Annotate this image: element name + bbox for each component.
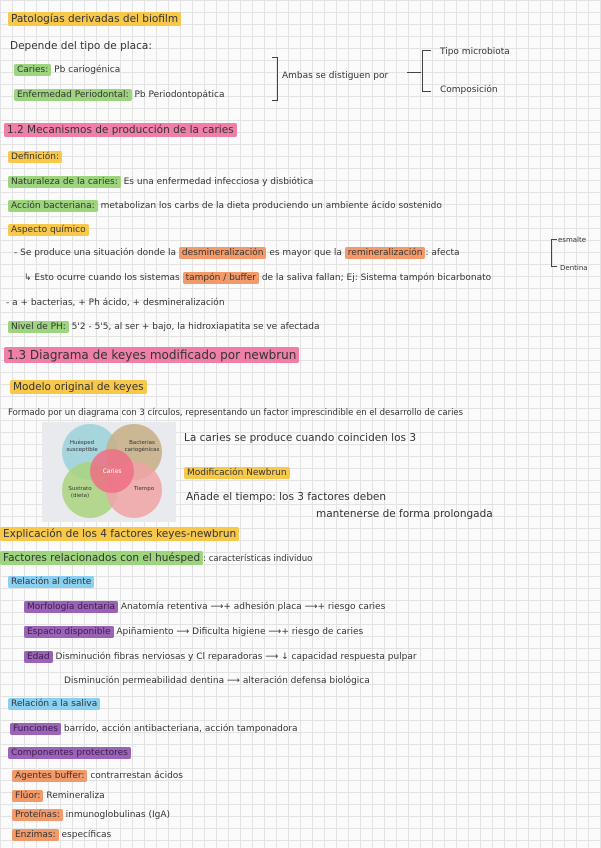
explicacion-heading: Explicación de los 4 factores keyes-newbrun: [0, 527, 239, 541]
definicion-heading: Definición:: [8, 150, 62, 164]
tipo-text: Tipo microbiota: [440, 47, 510, 57]
relacion-saliva-heading: Relación a la saliva: [8, 697, 100, 711]
componentes-heading: Componentes protectores: [8, 746, 131, 760]
arrow-right-icon: ⟶: [210, 602, 224, 612]
huesped-label-2: susceptible: [66, 447, 98, 453]
morfologia-row: Morfología dentaria Anatomía retentiva ⟶+ adhesión placa ⟶+ riesgo caries: [24, 600, 385, 614]
ambas-text: Ambas se distiguen por: [282, 71, 389, 81]
sustrato-label-2: (dieta): [70, 493, 90, 499]
arrow-right-icon: ⟶: [265, 652, 279, 662]
formado-text: Formado por un diagrama con 3 círculos, representando un factor imprescindible en el desarrollo de caries: [8, 408, 464, 418]
afecta-brace: [551, 239, 557, 267]
esto-row: ↳ Esto ocurre cuando los sistemas tampón / buffer de la saliva fallan; Ej: Sistema tampón bicarbonato: [24, 273, 492, 283]
edad-row: Edad Disminución fibras nerviosas y Cl reparadoras ⟶ ↓ capacidad respuesta pulpar: [24, 650, 417, 664]
desmin-row: - Se produce una situación donde la desmineralización es mayor que la remineralización : afecta: [14, 248, 460, 258]
proteinas-row: Proteínas: inmunoglobulinas (IgA): [12, 808, 170, 822]
caries-label: Caries: [102, 468, 122, 475]
brace-connector: [407, 72, 421, 73]
page-title: Patologías derivadas del biofilm: [8, 12, 181, 26]
aspecto-heading: Aspecto químico: [8, 223, 89, 237]
arrow-right-icon: ⟶: [176, 627, 190, 637]
esmalte-text: esmalte: [558, 236, 587, 244]
huesped-label-1: Huésped: [69, 440, 95, 446]
intro-text: Depende del tipo de placa:: [10, 40, 152, 52]
fluor-row: Flúor: Remineraliza: [12, 789, 105, 803]
keyes-venn-diagram: [42, 422, 176, 522]
agentes-row: Agentes buffer: contrarrestan ácidos: [12, 769, 183, 783]
la-caries-text: La caries se produce cuando coinciden los 3: [184, 432, 417, 444]
anade-text-2: mantenerse de forma prolongada: [316, 508, 493, 520]
formula-text: - a + bacterias, + Ph ácido, + desmineralización: [6, 298, 225, 308]
espacio-row: Espacio disponible Apiñamiento ⟶ Dificulta higiene ⟶+ riesgo de caries: [24, 625, 363, 639]
composicion-text: Composición: [440, 85, 498, 95]
tiempo-label: Tiempo: [133, 486, 155, 492]
bacterias-label-1: Bacterias: [129, 440, 155, 446]
arrow-right-icon: ⟶: [304, 602, 318, 612]
modelo-heading: Modelo original de keyes: [10, 380, 147, 394]
factores-row: Factores relacionados con el huésped : características individuo: [0, 551, 312, 566]
disminucion-row: Disminución permeabilidad dentina ⟶ alteración defensa biológica: [64, 676, 370, 686]
perio-row: Enfermedad Periodontal: Pb Periodontopática: [14, 88, 225, 102]
naturaleza-row: Naturaleza de la caries: Es una enfermedad infecciosa y disbiótica: [8, 175, 313, 189]
section-1-3-title: 1.3 Diagrama de keyes modificado por newbrun: [4, 348, 299, 362]
modificacion-heading: Modificación Newbrun: [184, 466, 290, 480]
arrow-right-icon: ⟶: [227, 676, 240, 686]
nivel-row: Nivel de PH: 5'2 - 5'5, al ser + bajo, la hidroxiapatita se ve afectada: [8, 320, 320, 334]
anade-text-1: Añade el tiempo: los 3 factores deben: [186, 491, 387, 503]
section-1-2-title: 1.2 Mecanismos de producción de la caries: [4, 123, 237, 137]
left-brace: [422, 50, 431, 92]
right-brace: [272, 57, 278, 101]
accion-row: Acción bacteriana: metabolizan los carbs de la dieta produciendo un ambiente ácido sostenido: [8, 199, 442, 213]
funciones-row: Funciones barrido, acción antibacteriana, acción tamponadora: [10, 722, 298, 736]
dentina-text: Dentina: [560, 264, 588, 272]
enzimas-row: Enzimas: específicas: [12, 828, 111, 842]
arrow-icon: ↳: [24, 273, 32, 283]
caries-row: Caries: Pb cariogénica: [14, 63, 120, 77]
sustrato-label-1: Sustrato: [68, 486, 92, 492]
arrow-right-icon: ⟶: [268, 627, 282, 637]
bacterias-label-2: cariogénicas: [124, 447, 160, 453]
relacion-diente-heading: Relación al diente: [8, 575, 94, 589]
